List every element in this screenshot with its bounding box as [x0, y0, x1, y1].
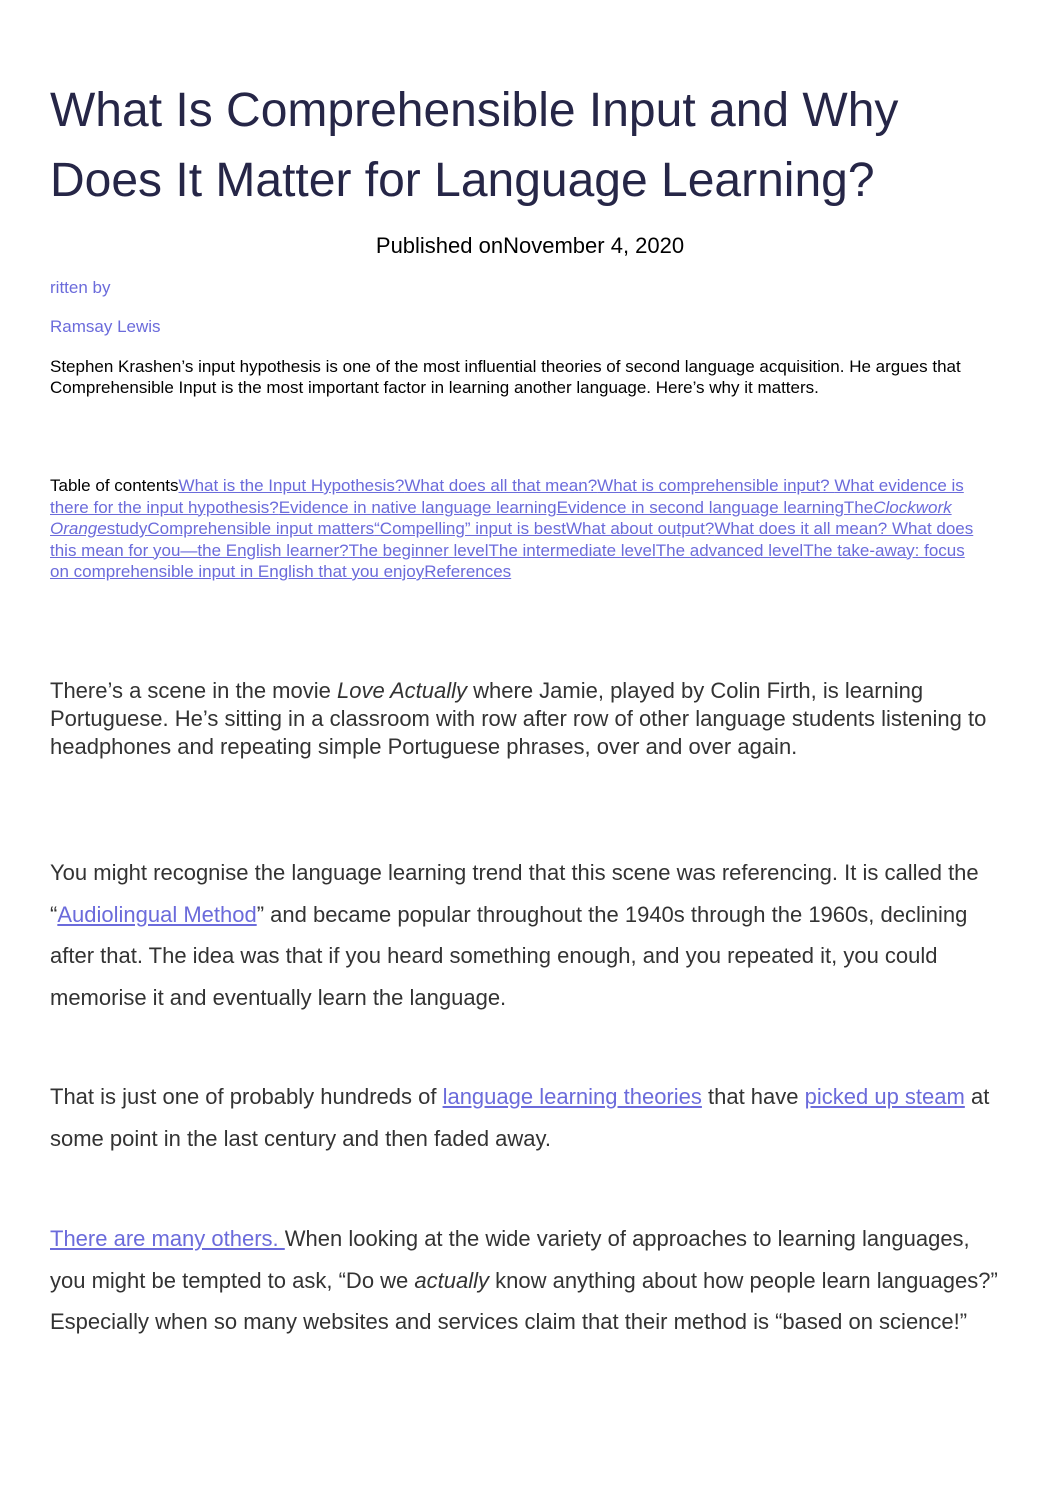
paragraph-text: where Jamie, played by Colin Firth, is learning Portuguese. He’s sitting in a classroom with row after row of other language students listening to headphones and repeating simple Portuguese phrases, over and over again.	[50, 678, 987, 759]
toc-link-evidence-for-hypothesis[interactable]: What evidence is there for the input hypothesis?	[50, 476, 964, 517]
language-learning-theories-link[interactable]: language learning theories	[442, 1084, 702, 1109]
paragraph-many-others	[50, 1218, 1010, 1343]
paragraph-text: know anything about how people learn languages?” Especially when so many websites and services claim that their method is “based on science!”	[50, 1267, 998, 1334]
published-prefix: Published on	[375, 233, 504, 258]
paragraph-text: When looking at the wide variety of approaches to learning languages, you might be tempted to ask, “Do we	[50, 1226, 970, 1293]
emphasis-actually: actually	[414, 1267, 489, 1293]
toc-link-evidence-native-language[interactable]: Evidence in native language learning	[278, 497, 557, 517]
there-are-many-others-link[interactable]: There are many others.	[50, 1226, 285, 1251]
toc-link-advanced-level[interactable]: The advanced level	[655, 540, 804, 560]
toc-link-what-about-output[interactable]: What about output?	[565, 519, 715, 538]
toc-link-intermediate-level[interactable]: The intermediate level	[488, 540, 656, 560]
paragraph-text: that have	[701, 1084, 805, 1109]
toc-clockwork-title: Clockwork Orange	[50, 497, 952, 538]
published-date: November 4, 2020	[503, 233, 685, 258]
picked-up-steam-link[interactable]: picked up steam	[804, 1084, 965, 1109]
paragraph-audiolingual	[50, 852, 1010, 1018]
paragraph-theories	[50, 1076, 1010, 1159]
paragraph-text: at some point in the last century and then faded away.	[50, 1084, 990, 1151]
written-by-label: ritten by	[50, 278, 111, 297]
toc-link-take-away[interactable]: The take-away: focus on comprehensible input in English that you enjoy	[50, 540, 965, 581]
toc-link-what-does-it-all-mean[interactable]: What does it all mean?	[714, 519, 892, 538]
movie-title: Love Actually	[336, 678, 468, 703]
paragraph-love-actually	[50, 677, 990, 761]
toc-link-input-hypothesis[interactable]: What is the Input Hypothesis?	[178, 476, 405, 495]
toc-label: Table of contents	[50, 476, 179, 495]
published-line	[0, 232, 1060, 260]
toc-link-comprehensible-input-matters[interactable]: Comprehensible input matters	[147, 519, 375, 538]
paragraph-text: You might recognise the language learning trend that this scene was referencing. It is called the “	[50, 860, 979, 927]
toc-link-what-does-all-that-mean[interactable]: What does all that mean?	[404, 476, 598, 495]
toc-link-evidence-second-language[interactable]: Evidence in second language learning	[556, 497, 844, 517]
toc-link-compelling-input[interactable]: “Compelling” input is best	[374, 519, 566, 538]
author-link[interactable]: Ramsay Lewis	[50, 317, 161, 336]
toc-link-what-is-comprehensible-input[interactable]: What is comprehensible input?	[597, 476, 835, 495]
toc-link-beginner-level[interactable]: The beginner level	[348, 540, 489, 560]
table-of-contents	[50, 475, 980, 583]
toc-link-english-learner[interactable]: What does this mean for you—the English learner?	[50, 519, 974, 560]
toc-clockwork-suffix: study	[106, 519, 148, 538]
article-title: What Is Comprehensible Input and Why Does It Matter for Language Learning?	[50, 84, 899, 207]
audiolingual-method-link[interactable]: Audiolingual Method	[57, 901, 257, 927]
toc-link-references[interactable]: References	[424, 562, 512, 581]
paragraph-text: That is just one of probably hundreds of	[50, 1084, 443, 1109]
article-intro: Stephen Krashen’s input hypothesis is one of the most influential theories of second language acquisition. He argues that Comprehensible Input is the most important factor in learning another language. Here’s why it matters.	[50, 357, 961, 397]
toc-clockwork-prefix: The	[843, 497, 874, 517]
paragraph-text: ” and became popular throughout the 1940s through the 1960s, declining after that. The idea was that if you heard something enough, and you repeated it, you could memorise it and eventually learn the language.	[50, 901, 968, 1010]
paragraph-text: There’s a scene in the movie	[50, 678, 337, 703]
